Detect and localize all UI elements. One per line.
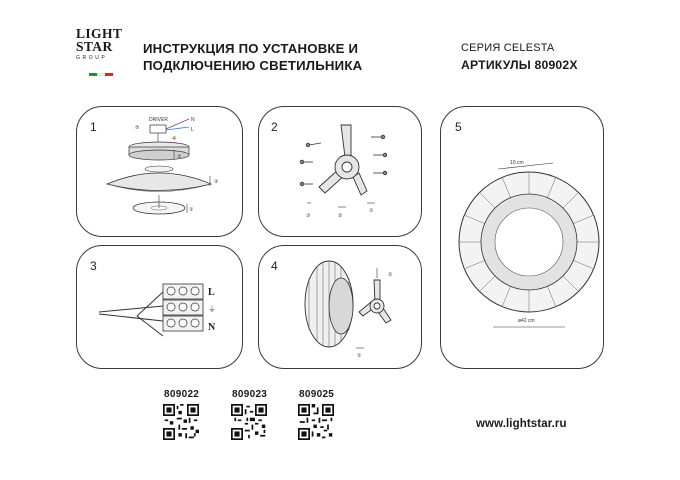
series-name: СЕРИЯ CELESTA xyxy=(461,42,555,54)
depth-dimension-label: 10 cm xyxy=(510,160,524,166)
callout-3: ③ xyxy=(177,154,182,160)
mounting-exploded-diagram xyxy=(77,107,244,238)
dimensions-diagram xyxy=(441,107,605,370)
qr-code-icon[interactable] xyxy=(231,404,267,440)
step-panel-1 xyxy=(76,106,243,237)
callout-3: ③ xyxy=(306,213,311,219)
wiring-terminal-diagram xyxy=(77,246,244,370)
callout-4: ④ xyxy=(172,136,177,142)
callout-2: ② xyxy=(214,179,219,185)
article-code-3: 809025 xyxy=(299,389,335,400)
driver-label: DRIVER xyxy=(149,117,168,123)
step-panel-2 xyxy=(258,106,422,237)
callout-2: ② xyxy=(388,272,393,278)
wire-l-label: L xyxy=(191,127,194,133)
step-number: 2 xyxy=(271,120,278,134)
title-line-1: ИНСТРУКЦИЯ ПО УСТАНОВКЕ И xyxy=(143,41,359,56)
step-panel-3 xyxy=(76,245,243,369)
neutral-terminal-label: N xyxy=(208,322,216,333)
article-numbers: АРТИКУЛЫ 80902X xyxy=(461,58,578,72)
title-line-2: ПОДКЛЮЧЕНИЮ СВЕТИЛЬНИКА xyxy=(143,58,363,73)
qr-code-icon[interactable] xyxy=(298,404,334,440)
article-code-2: 809023 xyxy=(232,389,268,400)
step-number: 3 xyxy=(90,259,97,273)
fixture-attach-diagram xyxy=(259,246,423,370)
logo-line-3: GROUP xyxy=(76,55,108,61)
callout-1: ① xyxy=(189,207,194,213)
step-number: 5 xyxy=(455,120,462,134)
step-panel-5 xyxy=(440,106,604,369)
wire-n-label: N xyxy=(191,117,195,123)
article-code-1: 809022 xyxy=(164,389,200,400)
earth-terminal-label: ⏚ xyxy=(208,305,216,314)
website-link[interactable]: www.lightstar.ru xyxy=(476,418,567,430)
line-terminal-label: L xyxy=(208,287,215,298)
callout-1: ① xyxy=(357,353,362,359)
driver-box xyxy=(150,125,166,133)
brand-logo xyxy=(76,27,136,61)
page-title xyxy=(143,40,362,74)
step-number: 1 xyxy=(90,120,97,134)
qr-code-icon[interactable] xyxy=(163,404,199,440)
italian-flag-icon xyxy=(89,73,113,76)
step-number: 4 xyxy=(271,259,278,273)
bracket-screws-diagram xyxy=(259,107,423,238)
callout-5: ⑤ xyxy=(135,125,140,131)
callout-1: ① xyxy=(369,208,374,214)
callout-2: ② xyxy=(338,213,343,219)
step-panel-4 xyxy=(258,245,422,369)
logo-line-2: STAR xyxy=(76,39,113,54)
diameter-dimension-label: ø42 cm xyxy=(518,318,535,324)
logo-line-1: LIGHT xyxy=(76,26,123,41)
